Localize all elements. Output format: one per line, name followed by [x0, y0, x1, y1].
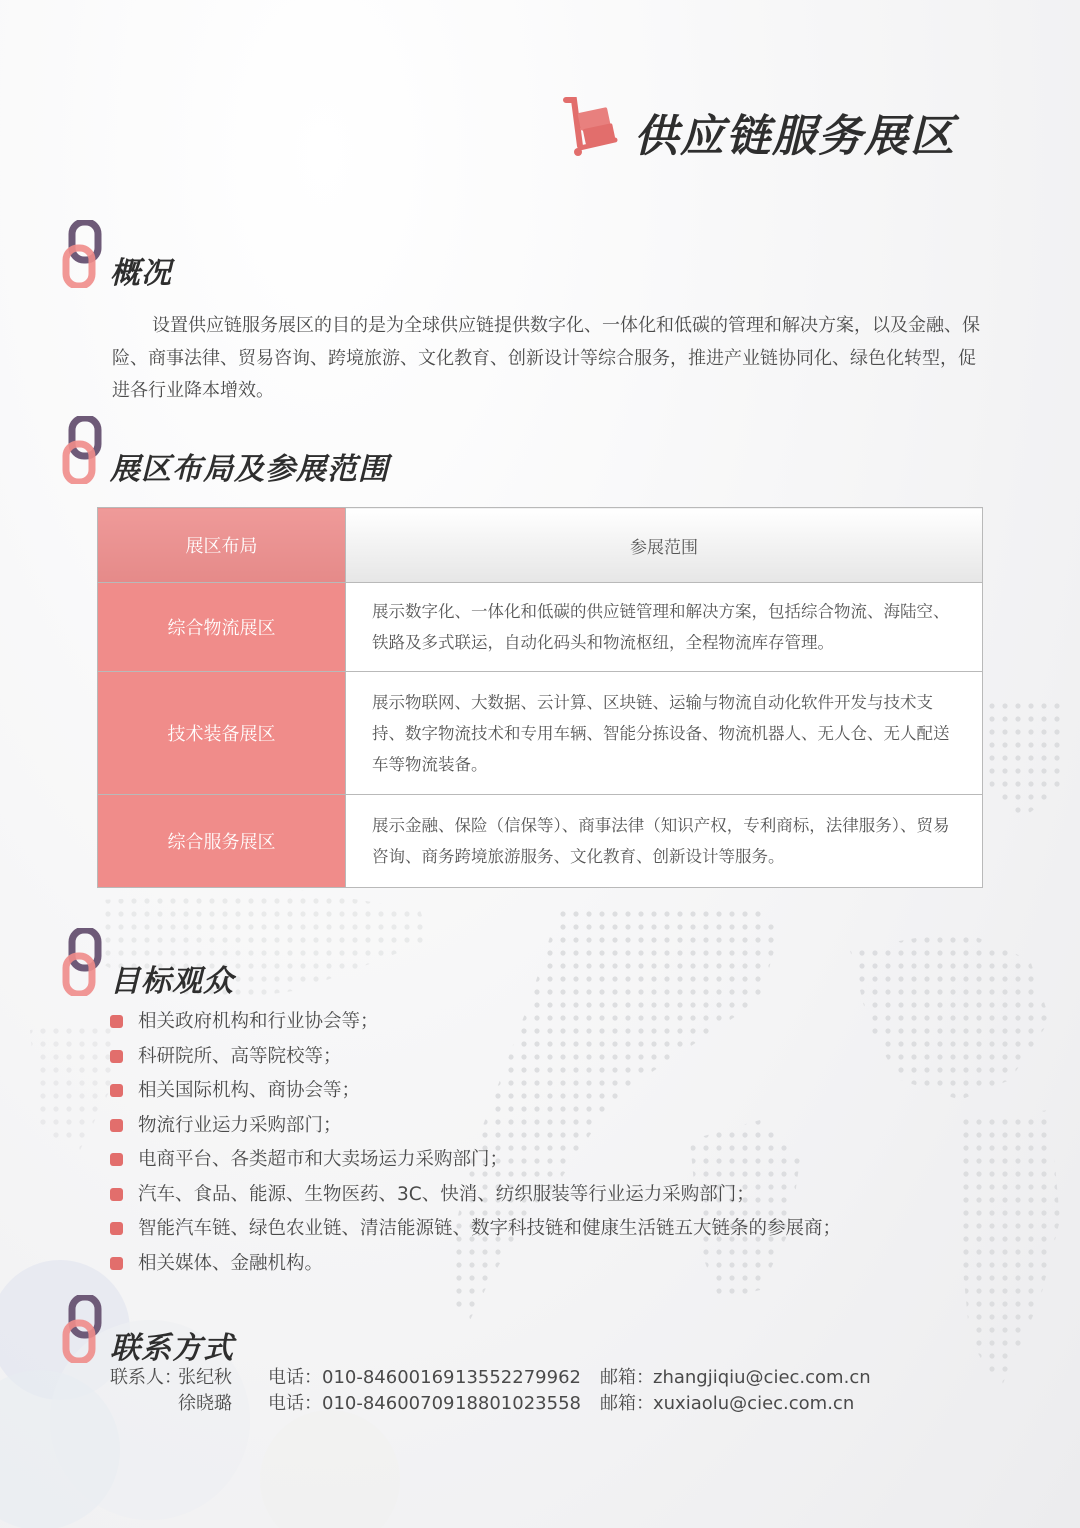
contact-name: 徐晓璐	[178, 1393, 232, 1414]
bullet-icon	[110, 1050, 123, 1063]
list-item: 电商平台、各类超市和大卖场运力采购部门；	[110, 1143, 841, 1178]
table-row	[98, 795, 983, 888]
contact-label: 联系人：	[110, 1367, 182, 1388]
list-item: 汽车、食品、能源、生物医药、3C、快消、纺织服装等行业运力采购部门；	[110, 1178, 841, 1213]
bullet-icon	[110, 1257, 123, 1270]
table-row	[98, 672, 983, 795]
overview-heading: 概况	[110, 256, 172, 291]
email-label: 邮箱：	[600, 1393, 654, 1414]
contact-tel[interactable]: 010-84600709	[322, 1393, 455, 1414]
zone-cell: 综合物流展区	[98, 583, 346, 672]
column-header-scope: 参展范围	[346, 508, 983, 583]
audience-list	[110, 1005, 841, 1281]
contact-tel[interactable]: 010-84600169	[322, 1367, 455, 1388]
column-header-zone: 展区布局	[98, 508, 346, 583]
contact-name: 张纪秋	[178, 1367, 232, 1388]
hand-truck-icon	[560, 96, 620, 158]
chain-link-icon	[62, 220, 104, 288]
bullet-icon	[110, 1084, 123, 1097]
contact-mobile[interactable]: 13552279962	[455, 1367, 581, 1388]
chain-link-icon	[62, 928, 104, 996]
table-header-row	[98, 508, 983, 583]
contact-heading: 联系方式	[110, 1331, 234, 1366]
bullet-icon	[110, 1222, 123, 1235]
bullet-icon	[110, 1015, 123, 1028]
chain-link-icon	[62, 1295, 104, 1363]
contact-email[interactable]: zhangjiqiu@ciec.com.cn	[653, 1367, 871, 1388]
bullet-icon	[110, 1153, 123, 1166]
scope-cell: 展示物联网、大数据、云计算、区块链、运输与物流自动化软件开发与技术支持、数字物流技术和专用车辆、智能分拣设备、物流机器人、无人仓、无人配送车等物流装备。	[346, 672, 983, 795]
title-block	[560, 92, 1000, 162]
chain-link-icon	[62, 416, 104, 484]
scope-cell: 展示金融、保险（信保等）、商事法律（知识产权，专利商标，法律服务）、贸易咨询、商务跨境旅游服务、文化教育、创新设计等服务。	[346, 795, 983, 888]
contact-email[interactable]: xuxiaolu@ciec.com.cn	[653, 1393, 855, 1414]
list-item: 相关媒体、金融机构。	[110, 1247, 841, 1282]
phone-label: 电话：	[268, 1367, 322, 1388]
list-item: 相关政府机构和行业协会等；	[110, 1005, 841, 1040]
bullet-icon	[110, 1119, 123, 1132]
zone-cell: 综合服务展区	[98, 795, 346, 888]
list-item: 科研院所、高等院校等；	[110, 1040, 841, 1075]
email-label: 邮箱：	[600, 1367, 654, 1388]
list-item: 智能汽车链、绿色农业链、清洁能源链、数字科技链和健康生活链五大链条的参展商；	[110, 1212, 841, 1247]
exhibition-scope-table	[97, 507, 983, 888]
bullet-icon	[110, 1188, 123, 1201]
list-item: 相关国际机构、商协会等；	[110, 1074, 841, 1109]
page-title: 供应链服务展区	[634, 111, 956, 162]
overview-text: 设置供应链服务展区的目的是为全球供应链提供数字化、一体化和低碳的管理和解决方案，以及金融、保险、商事法律、贸易咨询、跨境旅游、文化教育、创新设计等综合服务，推进产业链协同化、绿色化转型，促进各行业降本增效。	[112, 315, 980, 401]
contact-mobile[interactable]: 18801023558	[455, 1393, 581, 1414]
layout-heading: 展区布局及参展范围	[110, 452, 389, 487]
table-row	[98, 583, 983, 672]
scope-cell: 展示数字化、一体化和低碳的供应链管理和解决方案，包括综合物流、海陆空、铁路及多式联运，自动化码头和物流枢纽，全程物流库存管理。	[346, 583, 983, 672]
list-item: 物流行业运力采购部门；	[110, 1109, 841, 1144]
zone-cell: 技术装备展区	[98, 672, 346, 795]
audience-heading: 目标观众	[110, 964, 234, 999]
phone-label: 电话：	[268, 1393, 322, 1414]
